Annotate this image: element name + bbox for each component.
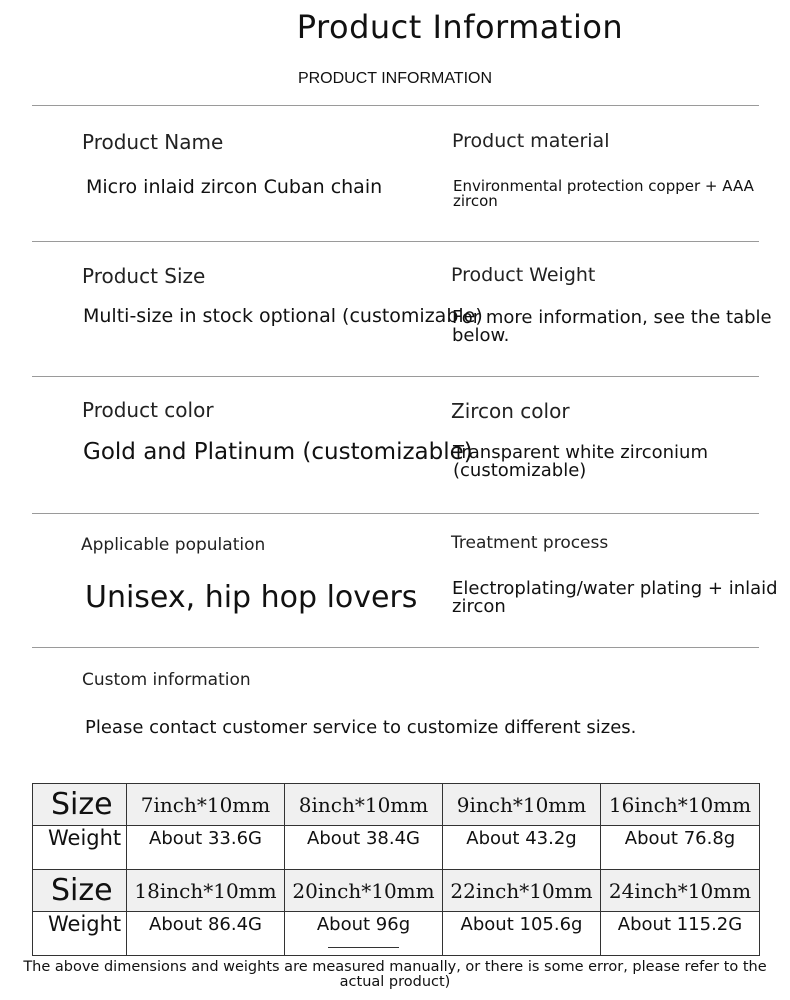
product-size-label: Product Size xyxy=(82,264,206,288)
table-row xyxy=(33,826,760,870)
size-cell: 8inch*10mm xyxy=(285,784,443,826)
page-subtitle: PRODUCT INFORMATION xyxy=(297,70,493,87)
product-color-value: Gold and Platinum (customizable) xyxy=(83,439,473,465)
size-weight-table xyxy=(32,783,760,956)
custom-info-value: Please contact customer service to customize different sizes. xyxy=(85,717,637,738)
custom-info-label: Custom information xyxy=(82,670,251,690)
size-cell: 20inch*10mm xyxy=(285,870,443,912)
weight-cell: About 33.6G xyxy=(127,826,285,870)
table-row xyxy=(33,912,760,956)
weight-cell: About 96g xyxy=(285,912,443,956)
weight-cell: About 38.4G xyxy=(285,826,443,870)
product-color-label: Product color xyxy=(82,398,214,422)
weight-header-cell: Weight xyxy=(33,912,127,956)
treatment-value: Electroplating/water plating + inlaid zircon xyxy=(452,578,778,617)
product-name-label: Product Name xyxy=(82,130,224,154)
size-cell: 18inch*10mm xyxy=(127,870,285,912)
decorative-underline xyxy=(328,947,399,948)
size-cell: 22inch*10mm xyxy=(443,870,601,912)
size-header-cell: Size xyxy=(33,870,127,912)
divider xyxy=(32,513,759,514)
weight-header-cell: Weight xyxy=(33,826,127,870)
product-material-value: Environmental protection copper + AAA zircon xyxy=(453,177,754,210)
weight-cell: About 76.8g xyxy=(601,826,760,870)
treatment-label: Treatment process xyxy=(451,533,609,553)
product-size-value: Multi-size in stock optional (customizable) xyxy=(83,305,483,327)
size-header-cell: Size xyxy=(33,784,127,826)
divider xyxy=(32,376,759,377)
weight-cell: About 105.6g xyxy=(443,912,601,956)
size-cell: 7inch*10mm xyxy=(127,784,285,826)
zircon-color-label: Zircon color xyxy=(451,399,570,423)
population-value: Unisex, hip hop lovers xyxy=(85,580,418,615)
size-cell: 24inch*10mm xyxy=(601,870,760,912)
population-label: Applicable population xyxy=(81,535,266,555)
table-row xyxy=(33,784,760,826)
table-row xyxy=(33,870,760,912)
zircon-color-value: Transparent white zirconium (customizable) xyxy=(453,442,708,481)
product-weight-label: Product Weight xyxy=(451,264,596,286)
weight-cell: About 115.2G xyxy=(601,912,760,956)
weight-cell: About 43.2g xyxy=(443,826,601,870)
divider xyxy=(32,241,759,242)
product-name-value: Micro inlaid zircon Cuban chain xyxy=(86,176,383,198)
footer-note: The above dimensions and weights are measured manually, or there is some error, please refer to the actual product) xyxy=(23,959,767,990)
weight-cell: About 86.4G xyxy=(127,912,285,956)
divider xyxy=(32,647,759,648)
product-weight-value: For more information, see the table below. xyxy=(452,307,772,346)
size-cell: 16inch*10mm xyxy=(601,784,760,826)
product-material-label: Product material xyxy=(452,130,610,152)
divider xyxy=(32,105,759,106)
size-cell: 9inch*10mm xyxy=(443,784,601,826)
page-title: Product Information xyxy=(296,8,624,46)
